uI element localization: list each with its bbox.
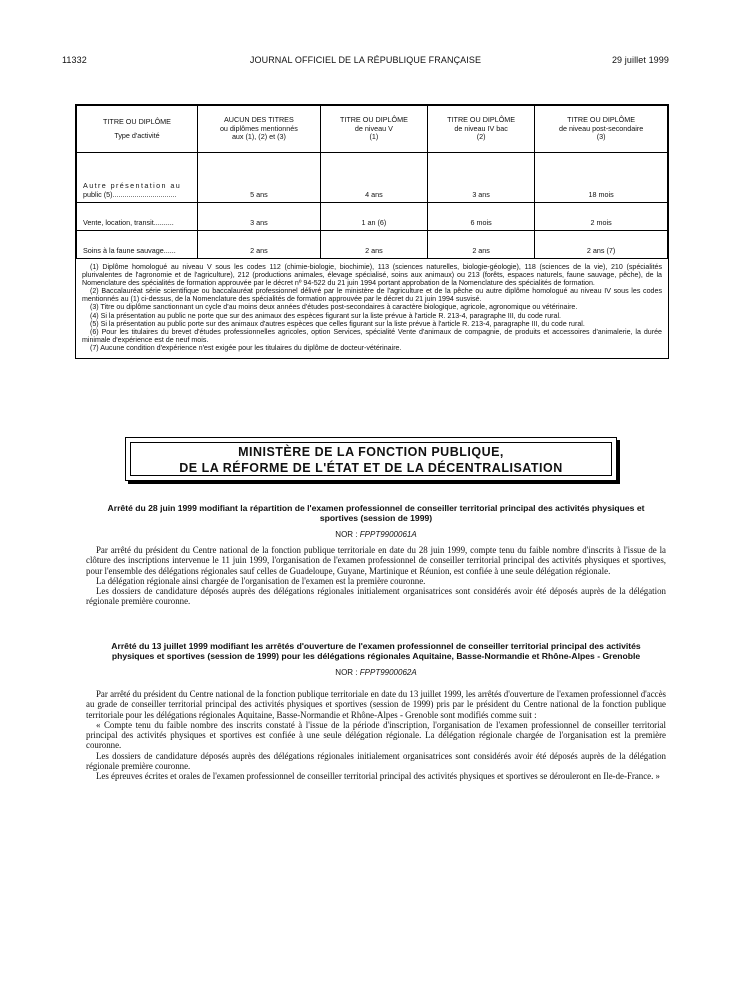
- table-cell: 3 ans: [428, 153, 535, 203]
- page-header: [62, 55, 669, 65]
- column-header: [77, 106, 198, 153]
- activity-cell: Vente, location, transit..........: [77, 203, 198, 231]
- column-header-line: aux (1), (2) et (3): [231, 132, 286, 142]
- table-cell: 2 ans: [320, 231, 427, 259]
- table-cell: 1 an (6): [320, 203, 427, 231]
- activity-cell: Soins à la faune sauvage......: [77, 231, 198, 259]
- column-header: [320, 106, 427, 153]
- journal-title: JOURNAL OFFICIEL DE LA RÉPUBLIQUE FRANÇAISE: [249, 55, 482, 65]
- article-title: Arrêté du 13 juillet 1999 modifiant les arrêtés d'ouverture de l'examen professionnel de conseiller territorial principal des activités physiques et sportives (session de 1999) pour les délégations régionales Aquitaine, Basse-Normandie et Rhône-Alpes - Grenoble: [111, 641, 641, 661]
- experience-table: [76, 105, 668, 259]
- table-cell: 6 mois: [428, 203, 535, 231]
- table-header-row: [77, 106, 668, 153]
- column-header-line: ou diplômes mentionnés: [219, 123, 298, 133]
- table-cell: 2 mois: [535, 203, 668, 231]
- activity-line: public (5)................................: [83, 190, 177, 199]
- column-header-line: (2): [476, 132, 486, 142]
- activity-line: Autre présentation au: [83, 181, 182, 190]
- article-paragraph: Par arrêté du président du Centre national de la fonction publique territoriale en date du 13 juillet 1999, les arrêtés d'ouverture de l'examen professionnel d'accès au grade de conseiller territorial principal des activités physiques et sportives (session de 1999) pris par le président du Centre national de la fonction publique territoriale pour les délégations régionales Aquitaine, Basse-Normandie et Rhône-Alpes - Grenoble sont modifiés comme suit :: [86, 689, 666, 720]
- nor-code: FPPT9900061A: [359, 530, 417, 539]
- column-header-line: TITRE OU DIPLÔME: [447, 115, 516, 125]
- table-cell: 2 ans: [428, 231, 535, 259]
- article-title: Arrêté du 28 juin 1999 modifiant la répartition de l'examen professionnel de conseiller territorial principal des activités physiques et sportives (session de 1999): [107, 503, 645, 523]
- table-cell: 2 ans (7): [535, 231, 668, 259]
- ministry-line: MINISTÈRE DE LA FONCTION PUBLIQUE,: [238, 445, 504, 459]
- nor-label: NOR :: [335, 530, 358, 539]
- article-2: [86, 641, 666, 782]
- table-note: (2) Baccalauréat série scientifique ou baccalauréat professionnel délivré par le ministère de l'agriculture et de la pêche ou autre diplôme homologué au niveau IV sous les codes mentionnés au (1) ci-dessus, de la Nomenclature des spécialités de formation approuvée par le décret du 21 juin 1994 susvisé.: [82, 287, 662, 304]
- column-header-line: de niveau V: [354, 123, 393, 133]
- table-row: [77, 203, 668, 231]
- article-paragraph: La délégation régionale ainsi chargée de l'organisation de l'examen est la première couronne.: [96, 575, 426, 586]
- nor-reference: [86, 668, 666, 677]
- nor-reference: [86, 530, 666, 539]
- table-note: (4) Si la présentation au public ne porte que sur des animaux des espèces figurant sur la liste prévue à l'article R. 213-4, paragraphe III, du code rural.: [90, 311, 561, 320]
- article-paragraph: Par arrêté du président du Centre national de la fonction publique territoriale en date du 28 juin 1999, compte tenu du faible nombre d'inscrits à l'issue de la clôture des inscriptions intervenue le 11 juin 1999, l'organisation de l'examen professionnel de conseiller territorial principal des activités physiques et sportives, pour l'ensemble des délégations régionales sauf celles de Guadeloupe, Guyane, Martinique et Réunion, est confiée à une seule délégation régionale.: [86, 545, 666, 576]
- article-paragraph: Les dossiers de candidature déposés auprès des délégations régionales initialement organisatrices sont considérés avoir été déposés auprès de la délégation régionale première couronne.: [86, 750, 666, 772]
- table-note: (3) Titre ou diplôme sanctionnant un cycle d'au moins deux années d'études post-secondaires à caractère biologique, agricole, agronomique ou vétérinaire.: [90, 303, 578, 312]
- table-cell: 18 mois: [535, 153, 668, 203]
- table-cell: 3 ans: [198, 203, 321, 231]
- column-header-line: TITRE OU DIPLÔME: [339, 115, 408, 125]
- ministry-heading: [130, 442, 612, 476]
- column-header-line: (1): [369, 132, 379, 142]
- column-header-line: de niveau post-secondaire: [558, 123, 644, 133]
- table-cell: 5 ans: [198, 153, 321, 203]
- table-row: [77, 231, 668, 259]
- table-cell: 2 ans: [198, 231, 321, 259]
- nor-label: NOR :: [335, 668, 358, 677]
- table-row: [77, 153, 668, 203]
- column-header-line: Type d'activité: [114, 130, 160, 140]
- article-paragraph: Les dossiers de candidature déposés auprès des délégations régionales initialement organisatrices sont considérés avoir été déposés auprès de la délégation régionale première couronne.: [86, 586, 666, 607]
- article-1: [86, 503, 666, 607]
- experience-table-box: [75, 104, 669, 359]
- table-note: (6) Pour les titulaires du brevet d'études professionnelles agricoles, option Services, spécialité Vente d'animaux de compagnie, de produits et accessoires d'animalerie, la durée minimale d'expérience est de neuf mois.: [82, 327, 662, 344]
- ministry-line: DE LA RÉFORME DE L'ÉTAT ET DE LA DÉCENTRALISATION: [179, 461, 563, 475]
- article-paragraph: « Compte tenu du faible nombre des inscrits constaté à l'issue de la période d'inscription, l'organisation de l'examen professionnel de conseiller territorial principal des activités physiques et sportives est confiée à une seule délégation régionale. La délégation régionale chargée de l'organisation est la première couronne.: [86, 719, 666, 751]
- publication-date: 29 juillet 1999: [611, 55, 669, 65]
- table-note: (5) Si la présentation au public porte sur des animaux d'autres espèces que celles figurant sur la liste prévue à l'article R. 213-4, paragraphe III, du code rural.: [90, 319, 585, 328]
- activity-cell: [77, 153, 198, 203]
- table-note: (7) Aucune condition d'expérience n'est exigée pour les titulaires du diplôme de docteur-vétérinaire.: [90, 343, 402, 352]
- column-header-line: TITRE OU DIPLÔME: [567, 115, 636, 125]
- table-note: (1) Diplôme homologué au niveau V sous les codes 112 (chimie-biologie, biochimie), 113 (sciences naturelles, biologie-géologie), 118 (sciences de la vie), 210 (spécialités plurivalentes de l'agronomie et de l'agriculture), 212 (productions animales, élevage spécialisé, soins aux animaux) ou 213 (forêts, espaces naturels, faune sauvage, pêche), de la Nomenclature des spécialités de formation approuvée par le décret nº 94-522 du 21 juin 1994 portant approbation de la Nomenclature des spécialités de formation.: [82, 263, 662, 288]
- column-header: [535, 106, 668, 153]
- article-body: [86, 545, 666, 607]
- column-header-line: de niveau IV bac: [454, 123, 508, 133]
- article-body: [86, 689, 666, 782]
- page-number: 11332: [62, 55, 87, 65]
- table-cell: 4 ans: [320, 153, 427, 203]
- column-header-line: TITRE OU DIPLÔME: [103, 117, 171, 126]
- article-paragraph: Les épreuves écrites et orales de l'examen professionnel de conseiller territorial principal des activités physiques et sportives se dérouleront en Ile-de-France. »: [96, 771, 660, 782]
- column-header: [428, 106, 535, 153]
- column-header-line: (3): [596, 132, 606, 142]
- table-notes: [76, 259, 668, 358]
- nor-code: FPPT9900062A: [359, 668, 417, 677]
- column-header: [198, 106, 321, 153]
- column-header-line: AUCUN DES TITRES: [224, 115, 294, 125]
- ministry-heading-box: [125, 437, 617, 481]
